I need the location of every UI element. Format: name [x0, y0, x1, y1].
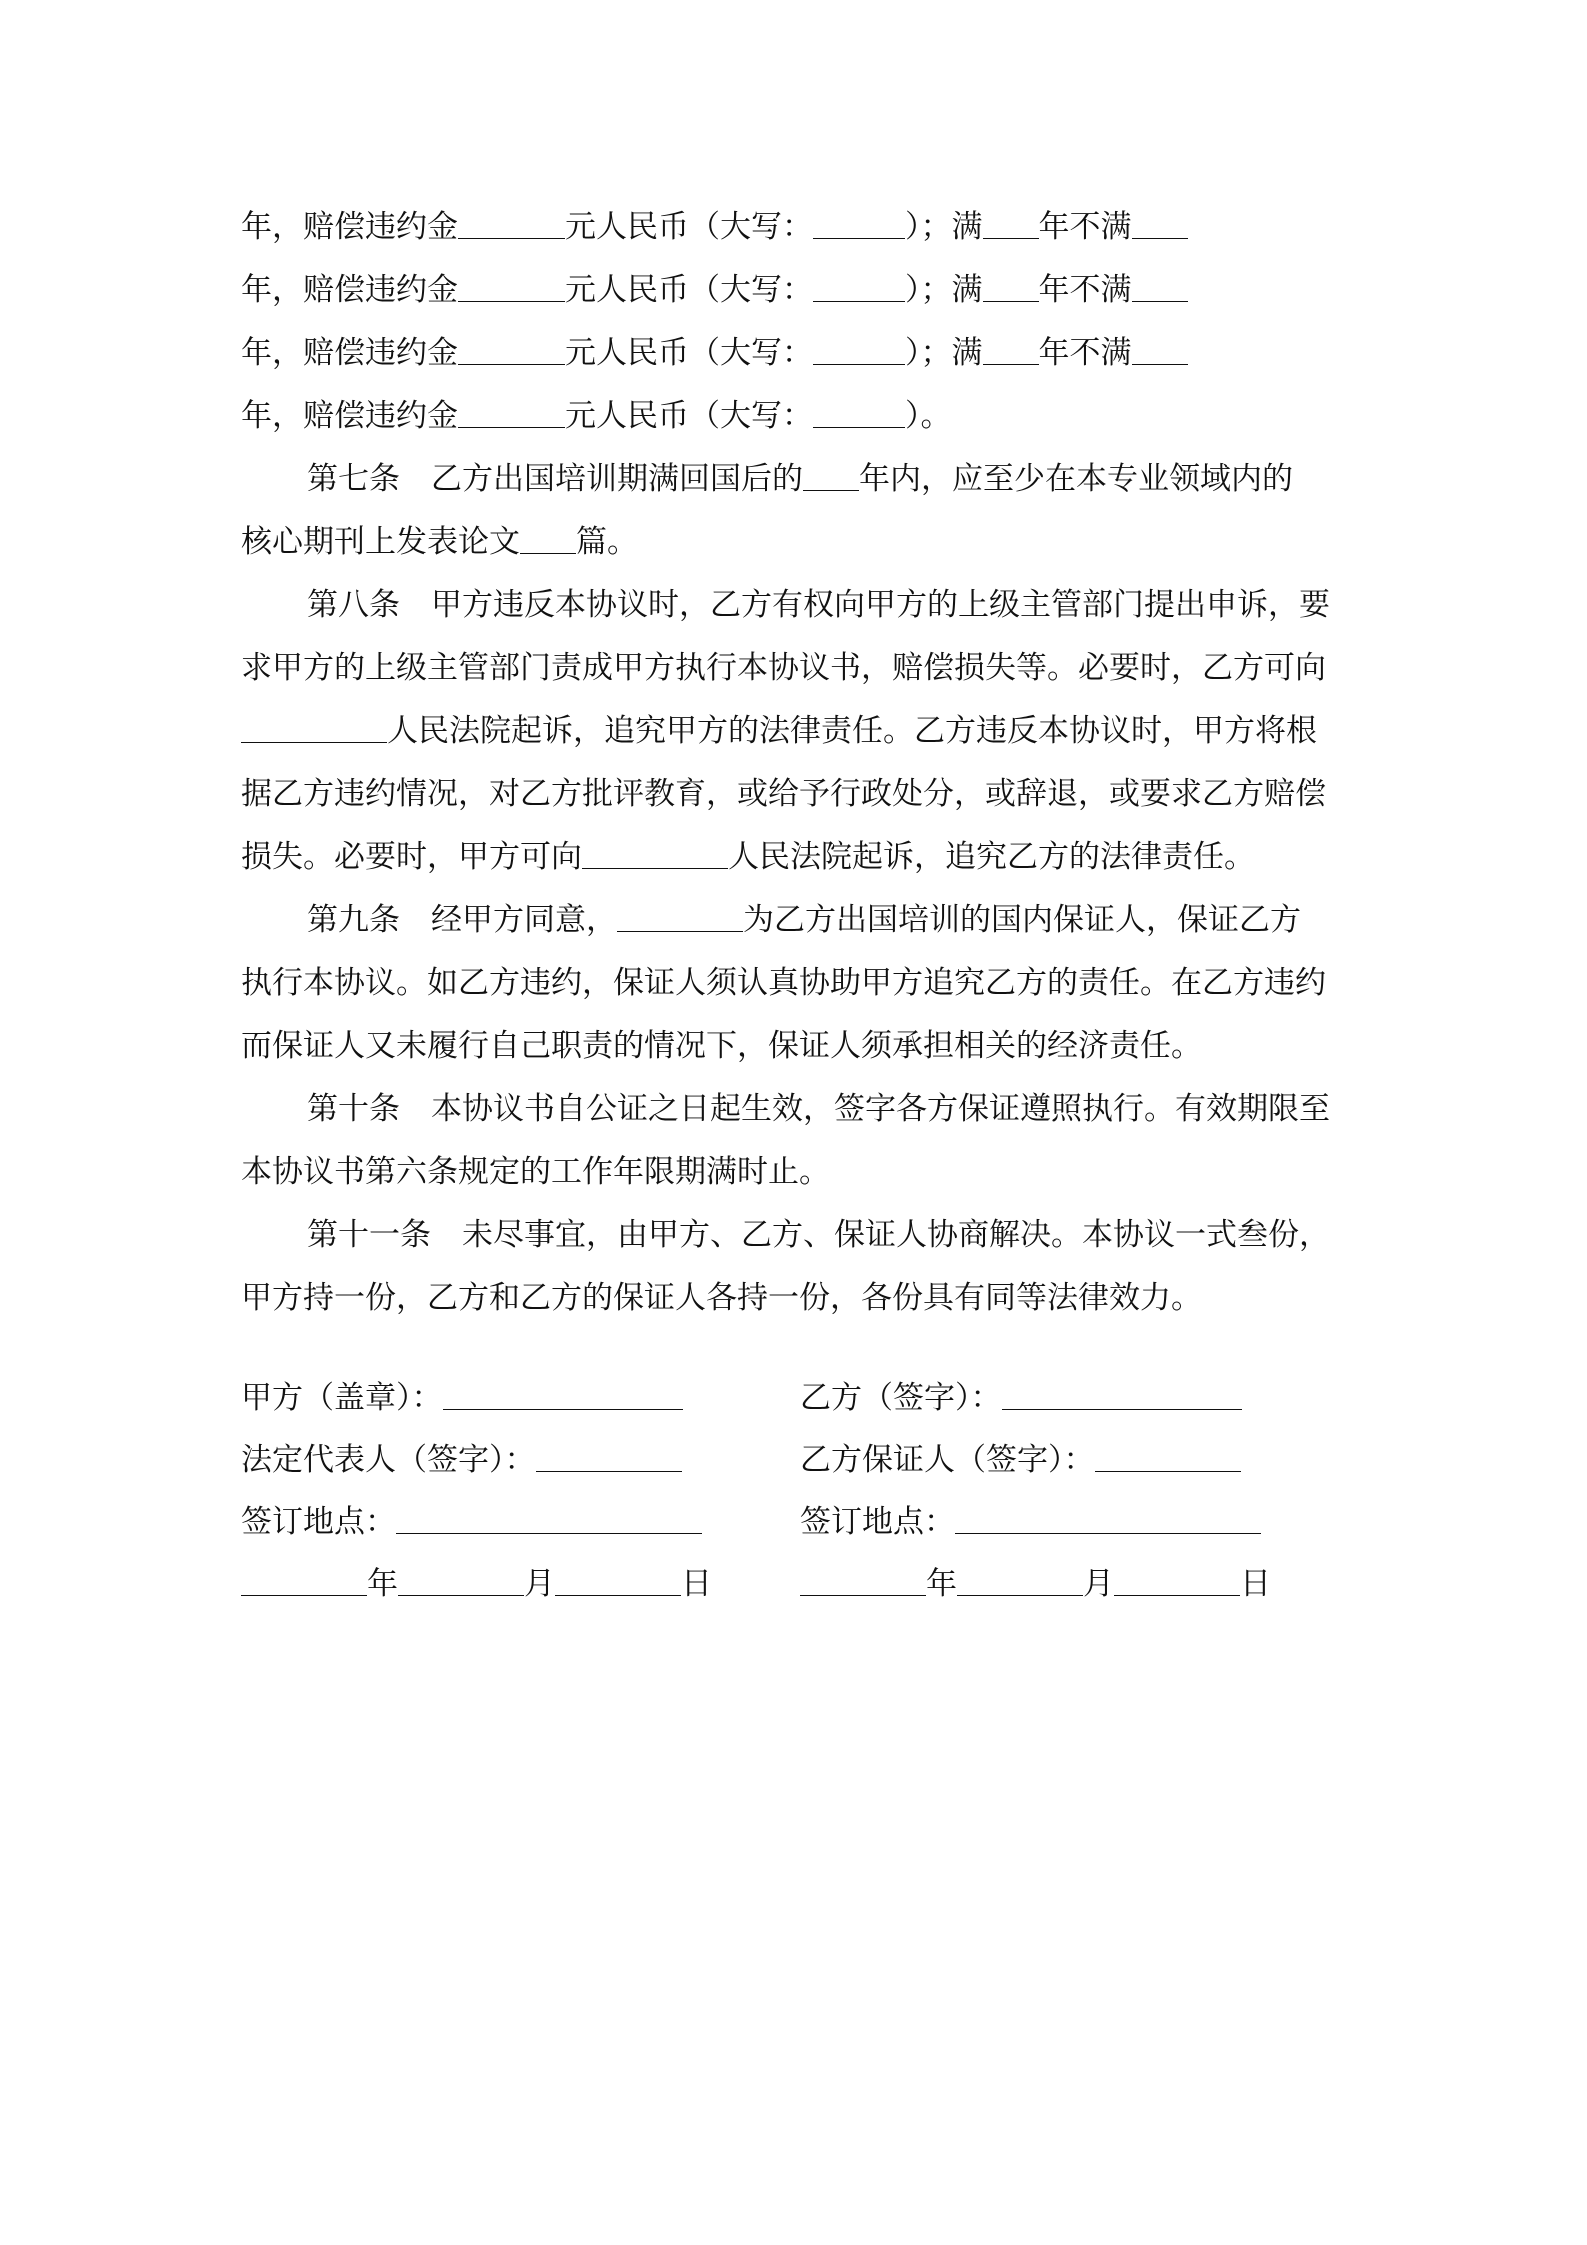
- legal-rep-label: 法定代表人（签字）：: [241, 1442, 536, 1478]
- clause8-line: 第八条 甲方违反本协议时，乙方有权向甲方的上级主管部门提出申诉，要: [307, 587, 1330, 623]
- blank-field[interactable]: [617, 902, 743, 932]
- clause6-row: [241, 322, 1353, 385]
- blank-field[interactable]: [983, 335, 1039, 365]
- date-row: [800, 1553, 1271, 1615]
- clause11-line: 第十一条 未尽事宜，由甲方、乙方、保证人协商解决。本协议一式叁份，: [307, 1217, 1330, 1253]
- blank-field[interactable]: [1132, 335, 1188, 365]
- clause8-line: [241, 700, 1353, 763]
- guarantor-field[interactable]: [1095, 1442, 1241, 1472]
- month-label: 月: [1083, 1566, 1114, 1602]
- clause6-row: [241, 259, 1353, 322]
- party-a-seal-label: 甲方（盖章）：: [241, 1380, 443, 1416]
- text: 第七条 乙方出国培训期满回国后的: [307, 461, 803, 497]
- month-field[interactable]: [398, 1566, 524, 1596]
- text: 年不满: [1038, 335, 1132, 371]
- clause10-line: 第十条 本协议书自公证之日起生效，签字各方保证遵照执行。有效期限至: [307, 1091, 1330, 1127]
- clause9-line: 执行本协议。如乙方违约，保证人须认真协助甲方追究乙方的责任。在乙方违约: [241, 965, 1326, 1001]
- clause8-line: 据乙方违约情况，对乙方批评教育，或给予行政处分，或辞退，或要求乙方赔偿: [241, 776, 1326, 812]
- legal-rep-field[interactable]: [536, 1442, 682, 1472]
- signature-block-party-a: [241, 1367, 712, 1615]
- text: 年不满: [1038, 209, 1132, 245]
- blank-field[interactable]: [520, 524, 576, 554]
- signature-row: [800, 1367, 1271, 1429]
- blank-field[interactable]: [813, 398, 905, 428]
- party-b-sign-field[interactable]: [1002, 1380, 1242, 1410]
- signature-row: [241, 1491, 712, 1553]
- blank-field[interactable]: [803, 461, 859, 491]
- blank-field[interactable]: [1132, 209, 1188, 239]
- day-label: 日: [681, 1566, 712, 1602]
- month-label: 月: [524, 1566, 555, 1602]
- clause7-line: [241, 448, 1353, 511]
- year-field[interactable]: [241, 1566, 367, 1596]
- text: ）；满: [905, 209, 983, 245]
- blank-field[interactable]: [983, 272, 1039, 302]
- blank-field[interactable]: [241, 713, 387, 743]
- blank-field[interactable]: [1132, 272, 1188, 302]
- text: 年，赔偿违约金: [241, 272, 458, 308]
- text: 元人民币（大写：: [565, 209, 813, 245]
- text: 元人民币（大写：: [565, 272, 813, 308]
- clause9-line: [241, 889, 1353, 952]
- text: 损失。必要时，甲方可向: [241, 839, 582, 875]
- year-label: 年: [926, 1566, 957, 1602]
- signature-row: [241, 1429, 712, 1491]
- date-row: [241, 1553, 712, 1615]
- sign-place-field[interactable]: [955, 1504, 1261, 1534]
- party-a-seal-field[interactable]: [443, 1380, 683, 1410]
- agreement-body: [241, 196, 1353, 1330]
- clause7-line: [241, 511, 1353, 574]
- year-field[interactable]: [800, 1566, 926, 1596]
- party-b-sign-label: 乙方（签字）：: [800, 1380, 1002, 1416]
- signature-row: [800, 1491, 1271, 1553]
- blank-field[interactable]: [813, 335, 905, 365]
- clause6-row: [241, 385, 1353, 448]
- signature-row: [241, 1367, 712, 1429]
- clause6-row: [241, 196, 1353, 259]
- blank-field[interactable]: [983, 209, 1039, 239]
- text: 为乙方出国培训的国内保证人，保证乙方: [743, 902, 1301, 938]
- blank-field[interactable]: [458, 272, 565, 302]
- text: 年，赔偿违约金: [241, 209, 458, 245]
- day-field[interactable]: [1114, 1566, 1240, 1596]
- blank-field[interactable]: [813, 209, 905, 239]
- clause9-line: 而保证人又未履行自己职责的情况下，保证人须承担相关的经济责任。: [241, 1028, 1202, 1064]
- text: 人民法院起诉，追究乙方的法律责任。: [728, 839, 1255, 875]
- sign-place-label: 签订地点：: [241, 1504, 396, 1540]
- day-field[interactable]: [555, 1566, 681, 1596]
- year-label: 年: [367, 1566, 398, 1602]
- sign-place-field[interactable]: [396, 1504, 702, 1534]
- text: 年，赔偿违约金: [241, 335, 458, 371]
- text: ）；满: [905, 272, 983, 308]
- clause8-line: [241, 826, 1353, 889]
- text: 年，赔偿违约金: [241, 398, 458, 434]
- text: 年内，应至少在本专业领域内的: [859, 461, 1293, 497]
- blank-field[interactable]: [582, 839, 728, 869]
- text: 人民法院起诉，追究甲方的法律责任。乙方违反本协议时，甲方将根: [387, 713, 1317, 749]
- month-field[interactable]: [957, 1566, 1083, 1596]
- signature-row: [800, 1429, 1271, 1491]
- blank-field[interactable]: [813, 272, 905, 302]
- text: ）；满: [905, 335, 983, 371]
- text: 第九条 经甲方同意，: [307, 902, 617, 938]
- text: 年不满: [1038, 272, 1132, 308]
- sign-place-label: 签订地点：: [800, 1504, 955, 1540]
- guarantor-label: 乙方保证人（签字）：: [800, 1442, 1095, 1478]
- blank-field[interactable]: [458, 398, 565, 428]
- text: 篇。: [576, 524, 638, 560]
- clause11-line: 甲方持一份，乙方和乙方的保证人各持一份，各份具有同等法律效力。: [241, 1280, 1202, 1316]
- day-label: 日: [1240, 1566, 1271, 1602]
- text: 核心期刊上发表论文: [241, 524, 520, 560]
- text: 元人民币（大写：: [565, 335, 813, 371]
- text: 元人民币（大写：: [565, 398, 813, 434]
- blank-field[interactable]: [458, 209, 565, 239]
- blank-field[interactable]: [458, 335, 565, 365]
- text: ）。: [905, 398, 952, 434]
- signature-block-party-b: [800, 1367, 1271, 1615]
- clause10-line: 本协议书第六条规定的工作年限期满时止。: [241, 1154, 830, 1190]
- clause8-line: 求甲方的上级主管部门责成甲方执行本协议书，赔偿损失等。必要时，乙方可向: [241, 650, 1326, 686]
